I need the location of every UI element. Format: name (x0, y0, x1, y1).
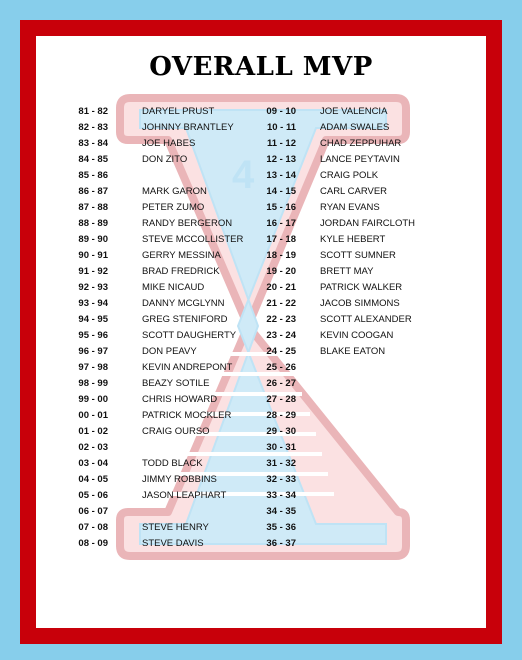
player-name: MARK GARON (142, 186, 207, 197)
player-name: JOE VALENCIA (320, 106, 388, 117)
player-name: STEVE DAVIS (142, 538, 204, 549)
player-name: CHRIS HOWARD (142, 394, 218, 405)
player-name: RYAN EVANS (320, 202, 380, 213)
page-title: OVERALL MVP (149, 52, 373, 82)
season-label: 20 - 21 (266, 282, 296, 293)
player-name: STEVE MCCOLLISTER (142, 234, 244, 245)
season-label: 01 - 02 (78, 426, 108, 437)
season-label: 25 - 26 (266, 362, 296, 373)
season-label: 27 - 28 (266, 394, 296, 405)
season-label: 33 - 34 (266, 490, 296, 501)
season-label: 91 - 92 (78, 266, 108, 277)
season-label: 93 - 94 (78, 298, 108, 309)
player-name: BLAKE EATON (320, 346, 386, 357)
season-label: 00 - 01 (78, 410, 108, 421)
season-label: 08 - 09 (78, 538, 108, 549)
season-label: 89 - 90 (78, 234, 108, 245)
player-name: DANNY MCGLYNN (142, 298, 225, 309)
season-label: 94 - 95 (78, 314, 108, 325)
season-label: 21 - 22 (266, 298, 296, 309)
season-label: 90 - 91 (78, 250, 108, 261)
season-label: 85 - 86 (78, 170, 108, 181)
player-name: CARL CARVER (320, 186, 388, 197)
player-name: TODD BLACK (142, 458, 203, 469)
season-label: 11 - 12 (266, 138, 296, 149)
player-name: ADAM SWALES (320, 122, 390, 133)
player-name: STEVE HENRY (142, 522, 209, 533)
season-label: 02 - 03 (78, 442, 108, 453)
season-label: 86 - 87 (78, 186, 108, 197)
player-name: JORDAN FAIRCLOTH (320, 218, 416, 229)
season-label: 34 - 35 (266, 506, 296, 517)
season-label: 18 - 19 (266, 250, 296, 261)
season-label: 31 - 32 (266, 458, 296, 469)
season-label: 06 - 07 (78, 506, 108, 517)
season-label: 96 - 97 (78, 346, 108, 357)
season-label: 30 - 31 (266, 442, 296, 453)
season-label: 98 - 99 (78, 378, 108, 389)
season-label: 19 - 20 (266, 266, 296, 277)
player-name: BRETT MAY (320, 266, 374, 277)
player-name: KEVIN ANDREPONT (142, 362, 233, 373)
player-name: JOHNNY BRANTLEY (142, 122, 234, 133)
season-label: 32 - 33 (266, 474, 296, 485)
season-label: 87 - 88 (78, 202, 108, 213)
player-name: JACOB SIMMONS (320, 298, 400, 309)
player-name: CHAD ZEPPUHAR (320, 138, 402, 149)
player-name: LANCE PEYTAVIN (320, 154, 400, 165)
player-name: PETER ZUMO (142, 202, 205, 213)
season-label: 24 - 25 (266, 346, 296, 357)
player-name: CRAIG OURSO (142, 426, 210, 437)
season-label: 36 - 37 (266, 538, 296, 549)
season-label: 29 - 30 (266, 426, 296, 437)
player-name: GREG STENIFORD (142, 314, 228, 325)
player-name: JIMMY ROBBINS (142, 474, 217, 485)
season-label: 05 - 06 (78, 490, 108, 501)
player-name: SCOTT ALEXANDER (320, 314, 412, 325)
player-name: SCOTT DAUGHERTY (142, 330, 237, 341)
season-label: 23 - 24 (266, 330, 296, 341)
season-label: 92 - 93 (78, 282, 108, 293)
player-name: GERRY MESSINA (142, 250, 221, 261)
season-label: 17 - 18 (266, 234, 296, 245)
player-name: BRAD FREDRICK (142, 266, 220, 277)
season-label: 13 - 14 (266, 170, 296, 181)
player-name: DARYEL PRUST (142, 106, 215, 117)
season-label: 26 - 27 (266, 378, 296, 389)
logo-number: 4 (232, 153, 255, 197)
season-label: 35 - 36 (266, 522, 296, 533)
season-label: 97 - 98 (78, 362, 108, 373)
season-label: 22 - 23 (266, 314, 296, 325)
player-name: JASON LEAPHART (142, 490, 227, 501)
season-label: 03 - 04 (78, 458, 108, 469)
season-label: 83 - 84 (78, 138, 108, 149)
season-label: 84 - 85 (78, 154, 108, 165)
player-name: RANDY BERGERON (142, 218, 233, 229)
season-label: 81 - 82 (78, 106, 108, 117)
season-label: 28 - 29 (266, 410, 296, 421)
mvp-sheet (36, 36, 486, 628)
player-name: MIKE NICAUD (142, 282, 205, 293)
season-label: 12 - 13 (266, 154, 296, 165)
player-name: PATRICK WALKER (320, 282, 403, 293)
season-label: 04 - 05 (78, 474, 108, 485)
player-name: SCOTT SUMNER (320, 250, 396, 261)
season-label: 09 - 10 (266, 106, 296, 117)
player-name: JOE HABES (142, 138, 196, 149)
player-name: DON ZITO (142, 154, 188, 165)
player-name: KEVIN COOGAN (320, 330, 394, 341)
season-label: 14 - 15 (266, 186, 296, 197)
season-label: 10 - 11 (266, 122, 296, 133)
player-name: PATRICK MOCKLER (142, 410, 232, 421)
season-label: 95 - 96 (78, 330, 108, 341)
season-label: 07 - 08 (78, 522, 108, 533)
player-name: KYLE HEBERT (320, 234, 386, 245)
season-label: 82 - 83 (78, 122, 108, 133)
season-label: 88 - 89 (78, 218, 108, 229)
player-name: DON PEAVY (142, 346, 197, 357)
season-label: 15 - 16 (266, 202, 296, 213)
player-name: CRAIG POLK (320, 170, 379, 181)
season-label: 99 - 00 (78, 394, 108, 405)
player-name: BEAZY SOTILE (142, 378, 210, 389)
season-label: 16 - 17 (266, 218, 296, 229)
